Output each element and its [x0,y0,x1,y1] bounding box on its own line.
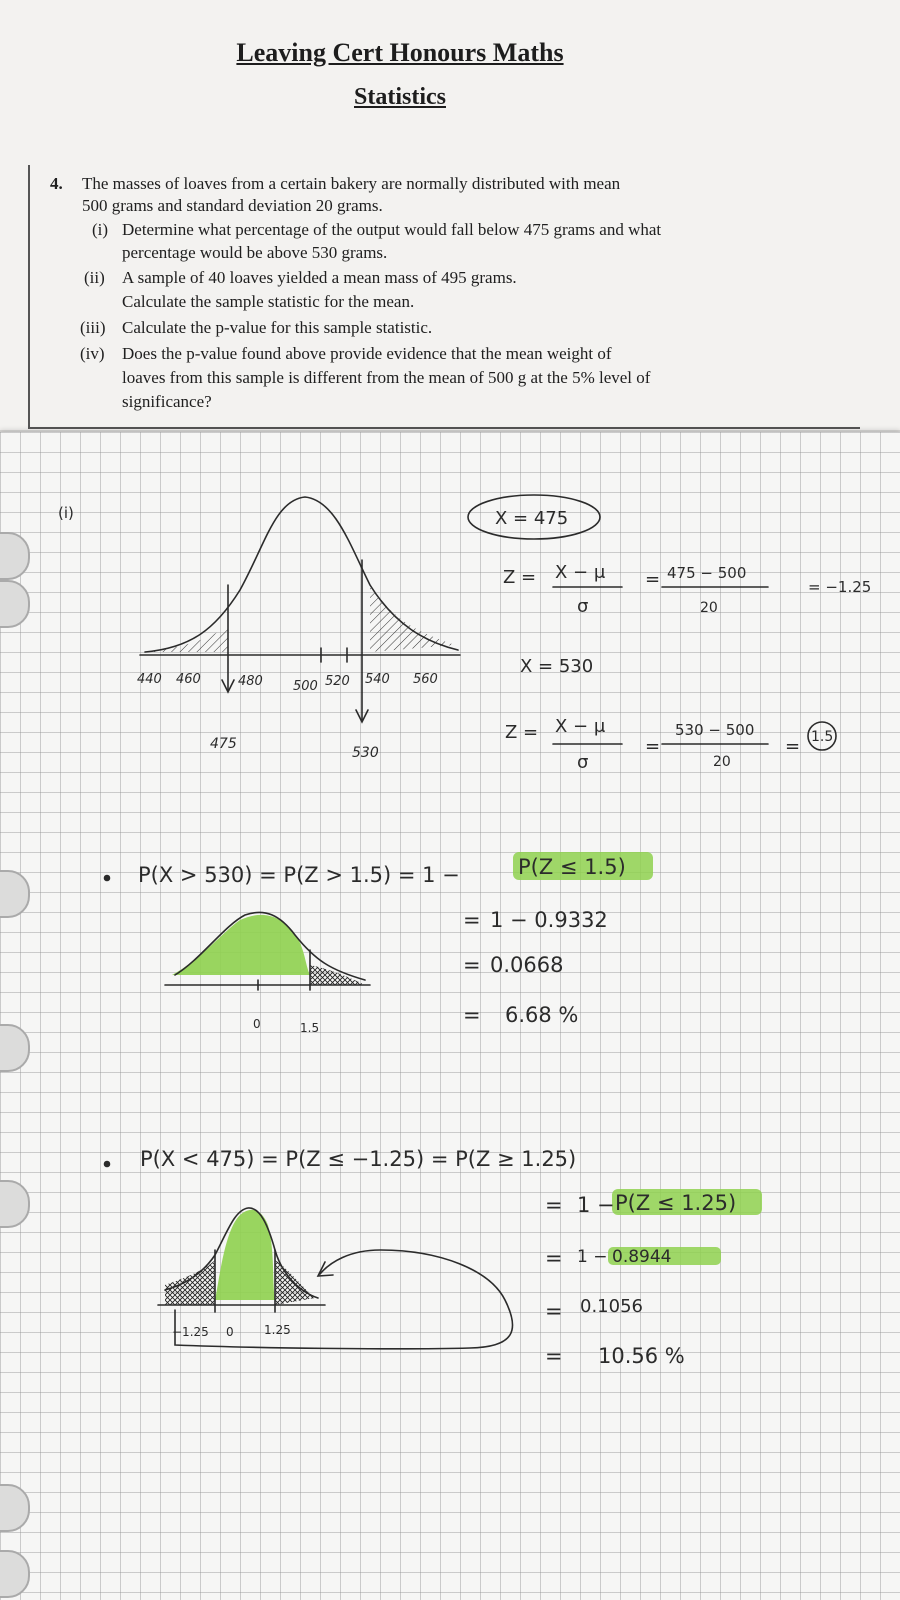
equals-sign: = [645,569,661,590]
block2-line1: P(X < 475) = P(Z ≤ −1.25) = P(Z ≥ 1.25) [140,1147,577,1171]
part-i-line1: Determine what percentage of the output would fall below 475 grams and what [122,220,662,239]
left-tail-shading [145,625,228,652]
bullet [105,1162,110,1167]
block2-line2: 1 − [577,1193,615,1217]
equals-sign: = [545,1193,563,1217]
tick-label: 1.5 [300,1021,320,1035]
z-label: Z = [505,722,539,743]
equals-sign: = [545,1246,563,1270]
z-result-530: 1.5 [811,729,834,745]
part-iv-line2: loaves from this sample is different from the mean of 500 g at the 5% level of [122,368,651,387]
title-text: Leaving Cert Honours Maths [236,38,564,67]
x-value-475: X = 475 [495,508,569,529]
part-i-line2: percentage would be above 530 grams. [122,243,388,262]
tick-label: 520 [325,674,350,689]
block1-line2: 1 − 0.9332 [490,908,608,932]
tick-label: 480 [238,674,263,689]
z-label: Z = [503,567,537,588]
z-numerator-values: 530 − 500 [675,721,755,739]
block2-highlighted: 0.8944 [612,1247,672,1267]
bullet [105,876,110,881]
block2-line3: 1 − [577,1247,608,1267]
z-denominator-values: 20 [700,600,718,616]
z-denominator: σ [577,596,589,617]
right-tail-shading [310,965,365,985]
block2-line4: 0.1056 [580,1296,643,1317]
x-value-530: X = 530 [520,656,594,677]
z-numerator: X − μ [555,716,606,737]
block1-result: 6.68 % [505,1003,579,1027]
green-shaded-region [172,915,310,975]
block1-line1: P(X > 530) = P(Z > 1.5) = 1 − [138,863,460,887]
part-iv-label: (iv) [80,344,105,363]
equals-sign: = [785,736,801,757]
block1-highlighted: P(Z ≤ 1.5) [518,855,626,879]
tick-label: 1.25 [264,1323,291,1337]
tick-label: 540 [365,672,390,687]
block2-highlighted: P(Z ≤ 1.25) [615,1191,737,1215]
tick-label: 460 [176,672,201,687]
part-label: (i) [58,504,74,522]
equals-sign: = [645,736,661,757]
z-denominator-values: 20 [713,754,731,770]
question-stem-line1: The masses of loaves from a certain bakery are normally distributed with mean [82,174,621,193]
equals-sign: = [545,1344,563,1368]
equals-sign: = [463,953,481,977]
left-tail-shading [165,1260,215,1305]
z-numerator-values: 475 − 500 [667,564,747,582]
part-ii-line2: Calculate the sample statistic for the mean. [122,292,415,311]
z-denominator: σ [577,752,589,773]
part-i-label: (i) [92,220,109,239]
subtitle-text: Statistics [354,84,446,110]
tick-label: −1.25 [172,1325,209,1339]
equals-sign: = [463,1003,481,1027]
tick-label: 0 [226,1325,234,1339]
right-tail-shading [370,585,455,652]
marker-475-label: 475 [210,736,237,752]
part-iii-label: (iii) [80,318,106,337]
marker-530-label: 530 [352,745,379,761]
question-number: 4. [50,174,63,193]
tick-label: 440 [137,672,162,687]
z-result-475: = −1.25 [808,578,872,596]
bell-curve [145,497,458,652]
part-iv-line1: Does the p-value found above provide evidence that the mean weight of [122,344,612,363]
part-ii-label: (ii) [84,268,105,287]
tick-label: 500 [293,679,318,694]
tick-label: 0 [253,1017,261,1031]
tick-label: 560 [413,672,438,687]
part-iv-line3: significance? [122,392,212,411]
z-numerator: X − μ [555,562,606,583]
equals-sign: = [463,908,481,932]
question-stem-line2: 500 grams and standard deviation 20 grams. [82,196,383,215]
part-ii-line1: A sample of 40 loaves yielded a mean mass of 495 grams. [122,268,517,287]
block1-line3: 0.0668 [490,953,564,977]
block2-result: 10.56 % [598,1344,685,1368]
part-iii-line1: Calculate the p-value for this sample statistic. [122,318,433,337]
equals-sign: = [545,1299,563,1323]
